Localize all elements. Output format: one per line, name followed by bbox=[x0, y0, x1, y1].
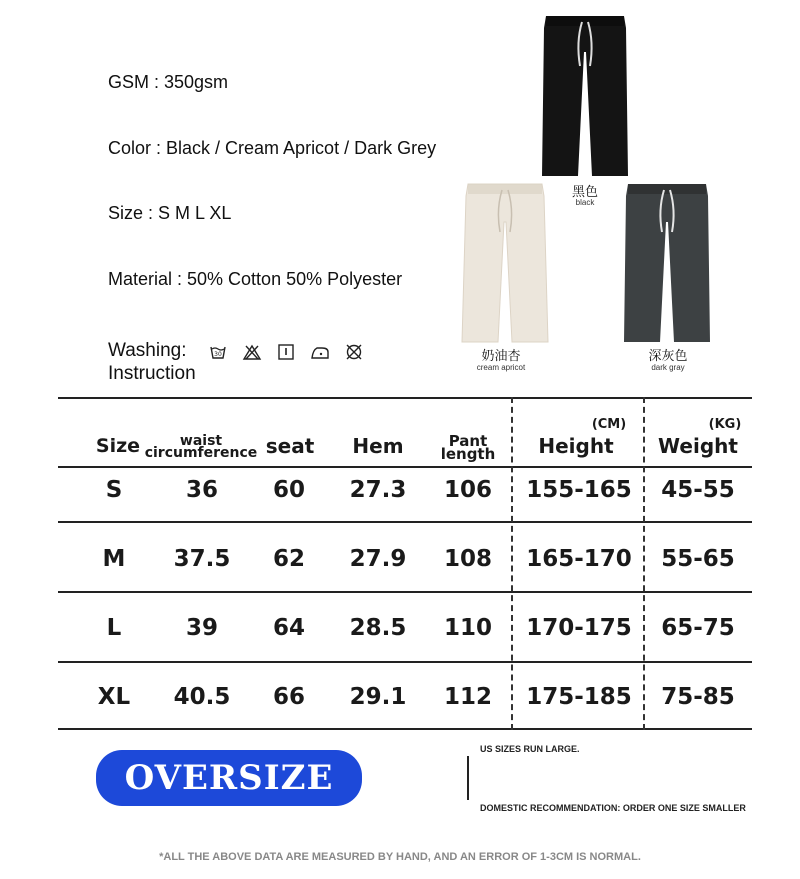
black-pants-image bbox=[540, 12, 630, 180]
spec-color: Color : Black / Cream Apricot / Dark Grey bbox=[108, 138, 437, 158]
table-rule bbox=[58, 728, 752, 730]
dark-gray-caption-cn: 深灰色 bbox=[648, 349, 688, 364]
iron-icon bbox=[310, 343, 330, 361]
wash-tub-icon bbox=[208, 343, 228, 361]
notes-divider bbox=[467, 756, 469, 800]
header-size: Size bbox=[95, 435, 141, 457]
header-height: Height bbox=[538, 434, 614, 458]
washing-instruction-label: Washing: Instruction bbox=[108, 340, 196, 384]
cream-apricot-caption-cn: 奶油杏 bbox=[481, 349, 521, 364]
svg-text:30: 30 bbox=[214, 351, 222, 358]
black-caption-en: black bbox=[575, 198, 595, 207]
no-bleach-icon bbox=[242, 343, 262, 361]
header-waist: waist circumference bbox=[144, 433, 258, 461]
black-caption-cn: 黑色 bbox=[571, 185, 598, 200]
size-chart-table: Size waist circumference seat Hem Pant length (CM) Height (KG) Weight S 36 60 27.3 106 155-165 45-55 M 37.5 62 27.9 108 165-170 55-65 L 39 64 28.5 110 170-175 65-75 XL 40.5 66 29.1 112 175-185 75-85 bbox=[58, 397, 752, 730]
spec-material: Material : 50% Cotton 50% Polyester bbox=[108, 269, 403, 289]
header-seat: seat bbox=[265, 434, 315, 458]
oversize-badge bbox=[96, 750, 362, 806]
table-rule bbox=[58, 521, 752, 523]
tumble-dry-icon bbox=[276, 343, 296, 361]
dark-gray-caption-en: dark gray bbox=[651, 363, 685, 372]
header-height-unit: (CM) bbox=[591, 417, 627, 432]
table-divider bbox=[643, 397, 645, 730]
no-dry-clean-icon bbox=[344, 343, 364, 361]
table-rule bbox=[58, 397, 752, 399]
oversize-badge-label: OVERSIZE bbox=[124, 758, 334, 798]
header-hem: Hem bbox=[352, 434, 404, 458]
table-rule bbox=[58, 466, 752, 468]
header-pant-length: Pant length bbox=[440, 432, 496, 463]
us-sizes-note: US SIZES RUN LARGE. bbox=[480, 744, 580, 754]
spec-gsm: GSM : 350gsm bbox=[108, 72, 229, 92]
table-rule bbox=[58, 661, 752, 663]
cream-apricot-caption-en: cream apricot bbox=[476, 363, 526, 372]
spec-size: Size : S M L XL bbox=[108, 203, 232, 223]
table-rule bbox=[58, 591, 752, 593]
washing-icons bbox=[208, 343, 364, 361]
measurement-disclaimer: *ALL THE ABOVE DATA ARE MEASURED BY HAND, AND AN ERROR OF 1-3CM IS NORMAL. bbox=[159, 851, 641, 863]
table-divider bbox=[511, 397, 513, 730]
size-recommendation-note: DOMESTIC RECOMMENDATION: ORDER ONE SIZE SMALLER bbox=[480, 803, 746, 813]
header-weight-unit: (KG) bbox=[708, 417, 742, 432]
cream-apricot-pants-image bbox=[460, 182, 550, 346]
header-weight: Weight bbox=[658, 434, 738, 458]
dark-gray-pants-image bbox=[622, 182, 712, 346]
